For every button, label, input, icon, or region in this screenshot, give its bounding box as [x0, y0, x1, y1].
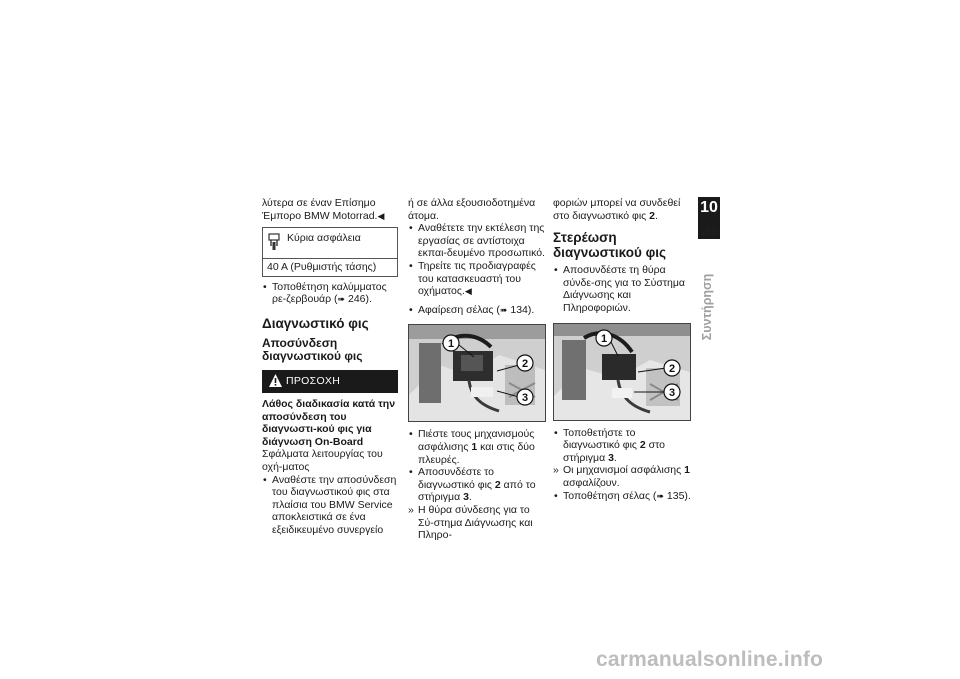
fuse-table-header [263, 228, 397, 259]
column-1 [262, 197, 398, 537]
warning-banner [262, 370, 398, 393]
photo-illustration [554, 324, 690, 420]
warning-triangle-icon [268, 373, 283, 388]
warning-heading: Λάθος διαδικασία κατά την αποσύνδεση του διαγνωστι-κού φις για διάγνωση On-Board [262, 397, 396, 448]
step-place-plug: • Τοποθετήστε το διαγνωστικό φις 2 στο στήριγμα 3. [553, 427, 691, 465]
photo-diagnostic-plug-removal [408, 324, 546, 422]
step-install-cover: • Τοποθέτηση καλύμματος ρε-ζερβουάρ (➠ 246). [262, 281, 398, 306]
end-mark-icon: ◀ [464, 286, 472, 297]
intro-text: λύτερα σε έναν Επίσημο Έμπορο BMW Motorrad.◀ [262, 197, 385, 222]
continued-text: ή σε άλλα εξουσιοδοτημένα άτομα. [408, 197, 536, 222]
step-remove-seat: • Αφαίρεση σέλας (➠ 134). [408, 304, 546, 317]
warning-step: • Αναθέστε την αποσύνδεση του διαγνωστικού φις στα πλαίσια του BMW Service αποκλειστικά σε ένα εξειδικευμένο συνεργείο [262, 474, 398, 537]
page-ref-arrow-icon: ➠ [499, 304, 508, 315]
photo-illustration [409, 325, 545, 421]
step-install-seat: • Τοποθέτηση σέλας (➠ 135). [553, 490, 691, 503]
photo-label-1: 1 [447, 338, 455, 351]
page-number: 253 [701, 227, 717, 238]
page-ref-arrow-icon: ➠ [337, 294, 346, 305]
chapter-side-label [700, 272, 714, 342]
page-ref-arrow-icon: ➠ [656, 490, 664, 501]
chapter-number: 10 [700, 199, 718, 216]
continued-text: φοριών μπορεί να συνδεθεί στο διαγνωστικό φις 2. [553, 197, 681, 222]
step-press-latches: • Πιέστε τους μηχανισμούς ασφάλισης 1 και στις δύο πλευρές. [408, 428, 546, 466]
section-title-fasten-plug: Στερέωση διαγνωστικού φις [553, 230, 667, 261]
step-follow-specs: • Τηρείτε τις προδιαγραφές του κατασκευαστή του οχήματος.◀ [408, 260, 546, 298]
warning-body: Σφάλματα λειτουργίας του οχή-ματος [262, 448, 383, 473]
watermark-text: carmanualsonline.info [596, 648, 824, 671]
fuse-table [262, 227, 398, 277]
photo-label-1: 1 [600, 332, 608, 345]
photo-diagnostic-plug-install [553, 323, 691, 421]
fuse-icon [267, 233, 281, 253]
column-3 [553, 197, 691, 502]
fuse-value: 40 A (Ρυθμιστής τάσης) [267, 261, 377, 274]
result-latches-lock: » Οι μηχανισμοί ασφάλισης 1 ασφαλίζουν. [553, 464, 691, 489]
fuse-label: Κύρια ασφάλεια [287, 232, 361, 245]
photo-label-3: 3 [668, 386, 676, 399]
step-disconnect-port: • Αποσυνδέστε τη θύρα σύνδε-σης για το Σύστημα Διάγνωσης και Πληροφοριών. [553, 264, 691, 314]
end-mark-icon: ◀ [377, 210, 385, 221]
step-assign-work: • Αναθέτετε την εκτέλεση της εργασίας σε αντίστοιχα εκπαι-δευμένο προσωπικό. [408, 222, 546, 260]
warning-label: ΠΡΟΣΟΧΗ [286, 374, 341, 387]
photo-label-2: 2 [668, 362, 676, 375]
section-title-diagnostic-plug: Διαγνωστικό φις [262, 315, 369, 331]
chapter-title: Συντήρηση [700, 273, 714, 341]
photo-label-2: 2 [521, 358, 529, 371]
photo-label-3: 3 [521, 392, 529, 405]
subsection-title-disconnect: Αποσύνδεση διαγνωστικού φις [262, 335, 363, 364]
result-port-available: » Η θύρα σύνδεσης για το Σύ-στημα Διάγνωσης και Πληρο- [408, 504, 546, 542]
column-2 [408, 197, 546, 542]
step-disconnect-plug: • Αποσυνδέστε το διαγνωστικό φις 2 από το στήριγμα 3. [408, 466, 546, 504]
